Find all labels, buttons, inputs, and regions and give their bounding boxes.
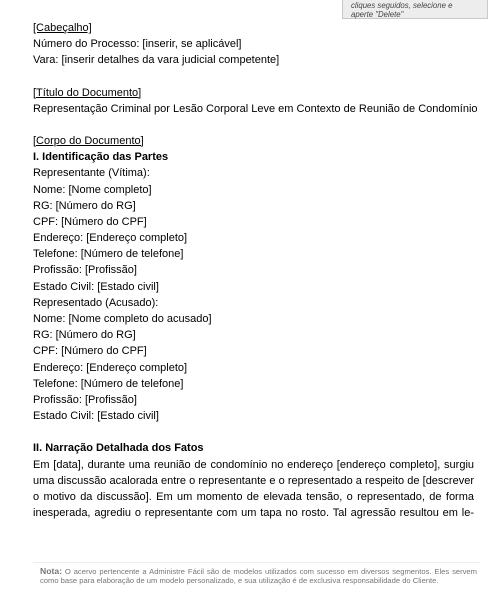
footer-note-text: O acervo pertencente a Administre Fácil são de modelos utilizados com sucesso em diversos segmentos. Eles servem como base para elaboração de um modelo personalizado, e sua utilização é de exclusiva responsabilidade do Cliente. — [40, 567, 477, 586]
party-line: Endereço: [Endereço completo] — [33, 232, 188, 245]
party-line: Nome: [Nome completo do acusado] — [33, 313, 212, 325]
party-line: Endereço: [Endereço completo] — [33, 361, 188, 374]
facts-line: inesperada, agrediu o representante com um tapa no rosto. Tal agressão resultou em le- — [33, 507, 474, 520]
party-line: Estado Civil: [Estado civil] — [33, 410, 159, 423]
facts-line: uma discussão acalorada entre o representante e o representado a respeito de [descrever — [33, 474, 474, 487]
party-line: CPF: [Número do CPF] — [33, 345, 147, 358]
title-section-label: [Título do Documento] — [33, 86, 142, 99]
parties-heading: I. Identificação das Partes — [33, 151, 169, 164]
footer-divider — [33, 562, 480, 563]
facts-line: Em [data], durante uma reunião de condomínio no endereço [endereço completo], surgiu — [33, 458, 474, 471]
document-title: Representação Criminal por Lesão Corporal Leve em Contexto de Reunião de Condomínio — [33, 102, 478, 115]
facts-line: o motivo da discussão]. Em um momento de elevada tensão, o representado, de forma — [33, 490, 474, 503]
footer-note — [40, 567, 477, 586]
party-line: Estado Civil: [Estado civil] — [33, 280, 159, 293]
party-line: RG: [Número do RG] — [33, 329, 136, 342]
party-line: RG: [Número do RG] — [33, 199, 136, 212]
usage-tip-line: cliques seguidos, selecione e — [351, 1, 453, 10]
party-line: Representado (Acusado): — [33, 296, 159, 309]
party-line: Nome: [Nome completo] — [33, 183, 152, 196]
facts-heading: II. Narração Detalhada dos Fatos — [33, 442, 204, 455]
footer-note-label: Nota: — [40, 566, 62, 576]
party-line: Telefone: [Número de telefone] — [33, 248, 184, 261]
body-section-label: [Corpo do Documento] — [33, 134, 144, 147]
usage-tip-box — [342, 0, 488, 19]
party-line: CPF: [Número do CPF] — [33, 215, 147, 228]
party-line: Telefone: [Número de telefone] — [33, 377, 184, 390]
party-line: Profissão: [Profissão] — [33, 264, 137, 277]
party-line: Representante (Vítima): — [33, 167, 150, 180]
document-body — [33, 20, 478, 521]
process-number-line: Número do Processo: [inserir, se aplicável] — [33, 38, 242, 51]
party-line: Profissão: [Profissão] — [33, 393, 137, 406]
usage-tip-line: aperte "Delete" — [351, 10, 404, 19]
court-line: Vara: [inserir detalhes da vara judicial competente] — [33, 54, 280, 67]
header-section-label: [Cabeçalho] — [33, 22, 92, 34]
